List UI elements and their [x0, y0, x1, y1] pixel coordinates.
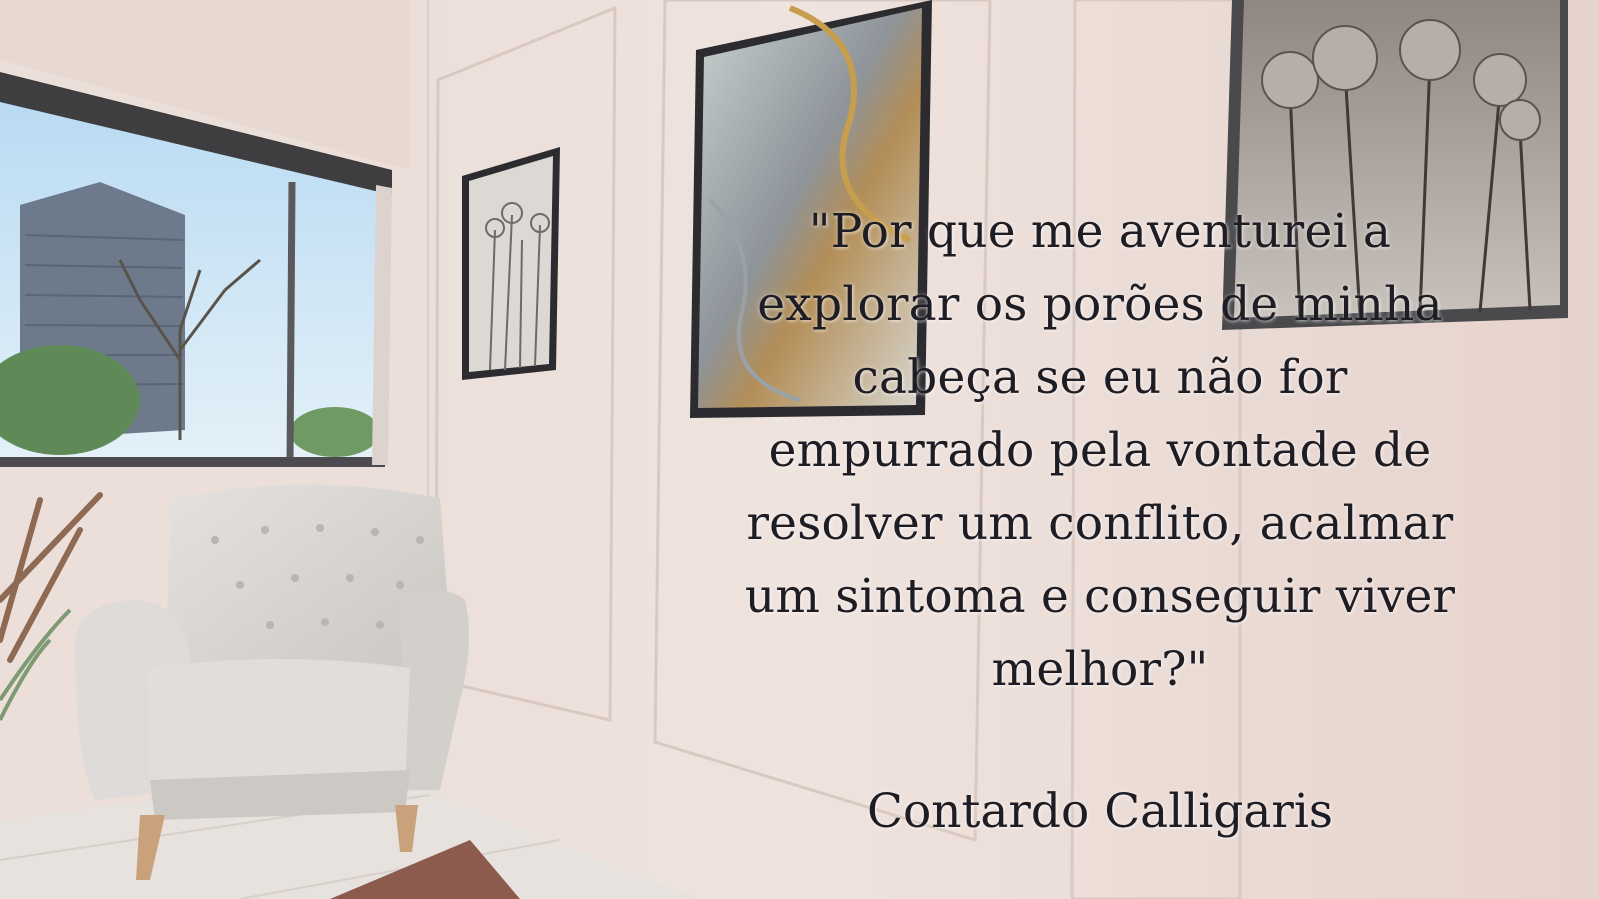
quote-line: resolver um conflito, acalmar: [746, 496, 1454, 551]
quote-line: um sintoma e conseguir viver: [744, 569, 1456, 624]
quote-overlay: [700, 195, 1500, 842]
art-small: [469, 156, 553, 372]
quote-line: melhor?": [991, 642, 1209, 697]
quote-line: explorar os porões de minha: [757, 277, 1443, 332]
quote-line: cabeça se eu não for: [852, 350, 1348, 405]
quote-line: "Por que me aventurei a: [808, 204, 1392, 259]
tree-right: [290, 407, 380, 457]
quote-line: empurrado pela vontade de: [768, 423, 1432, 478]
quote-author: Contardo Calligaris: [866, 784, 1334, 839]
window-mullion: [290, 182, 292, 462]
window-sill: [0, 457, 385, 467]
